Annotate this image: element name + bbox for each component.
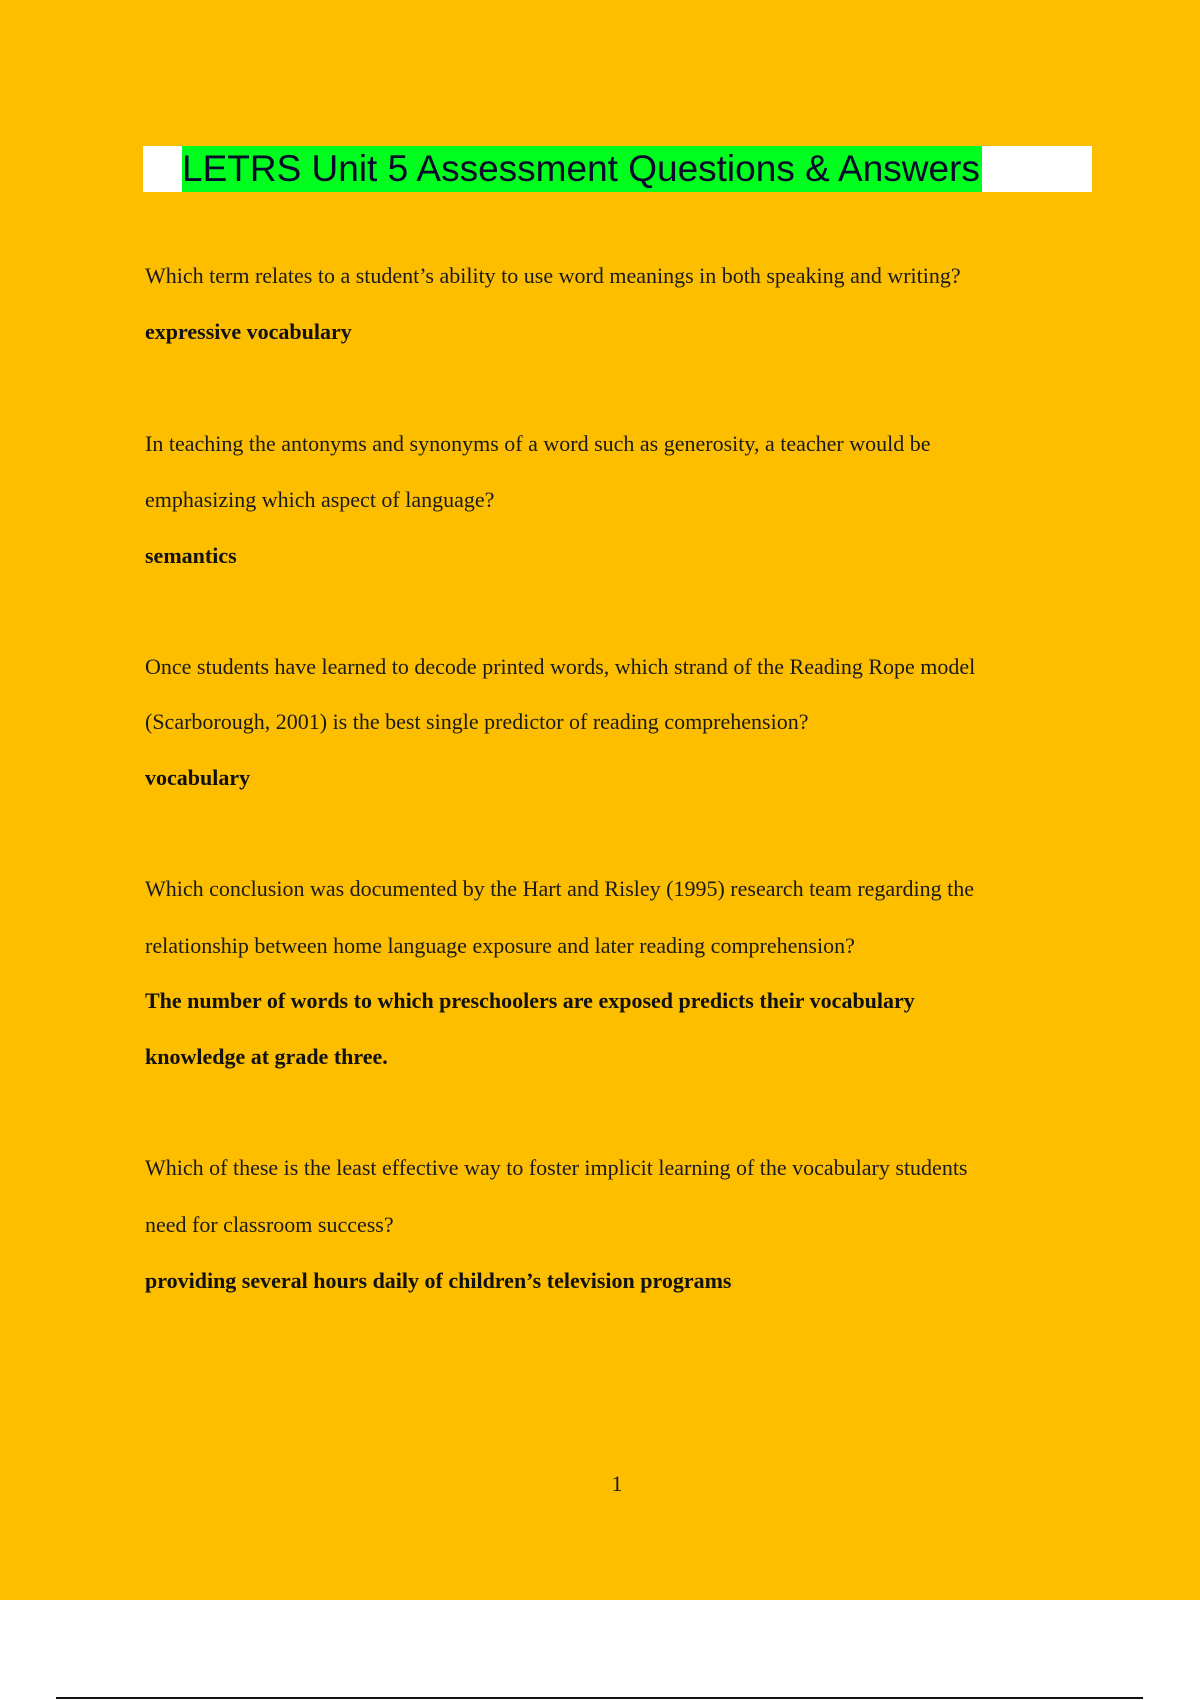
title-band xyxy=(143,146,1092,192)
answer-1-line-1: expressive vocabulary xyxy=(145,319,352,344)
answer-4-line-2: knowledge at grade three. xyxy=(145,1044,388,1069)
question-3-line-1: Once students have learned to decode printed words, which strand of the Reading Rope model xyxy=(145,654,976,679)
document-title: LETRS Unit 5 Assessment Questions & Answers xyxy=(182,146,982,192)
question-2-line-2: emphasizing which aspect of language? xyxy=(145,487,495,512)
question-5-line-2: need for classroom success? xyxy=(145,1212,394,1237)
question-4-line-1: Which conclusion was documented by the Hart and Risley (1995) research team regarding the xyxy=(145,876,974,901)
page-number: 1 xyxy=(611,1471,623,1496)
question-2-line-1: In teaching the antonyms and synonyms of a word such as generosity, a teacher would be xyxy=(145,431,931,456)
answer-5-line-1: providing several hours daily of children’s television programs xyxy=(145,1268,732,1293)
question-3-line-2: (Scarborough, 2001) is the best single predictor of reading comprehension? xyxy=(145,709,809,734)
question-5-line-1: Which of these is the least effective way to foster implicit learning of the vocabulary students xyxy=(145,1155,968,1180)
answer-3-line-1: vocabulary xyxy=(145,765,251,790)
answer-2-line-1: semantics xyxy=(145,543,237,568)
question-1-line-1: Which term relates to a student’s ability to use word meanings in both speaking and writing? xyxy=(145,263,961,288)
footer-divider xyxy=(56,1697,1143,1699)
answer-4-line-1: The number of words to which preschoolers are exposed predicts their vocabulary xyxy=(145,988,915,1013)
question-4-line-2: relationship between home language exposure and later reading comprehension? xyxy=(145,933,855,958)
